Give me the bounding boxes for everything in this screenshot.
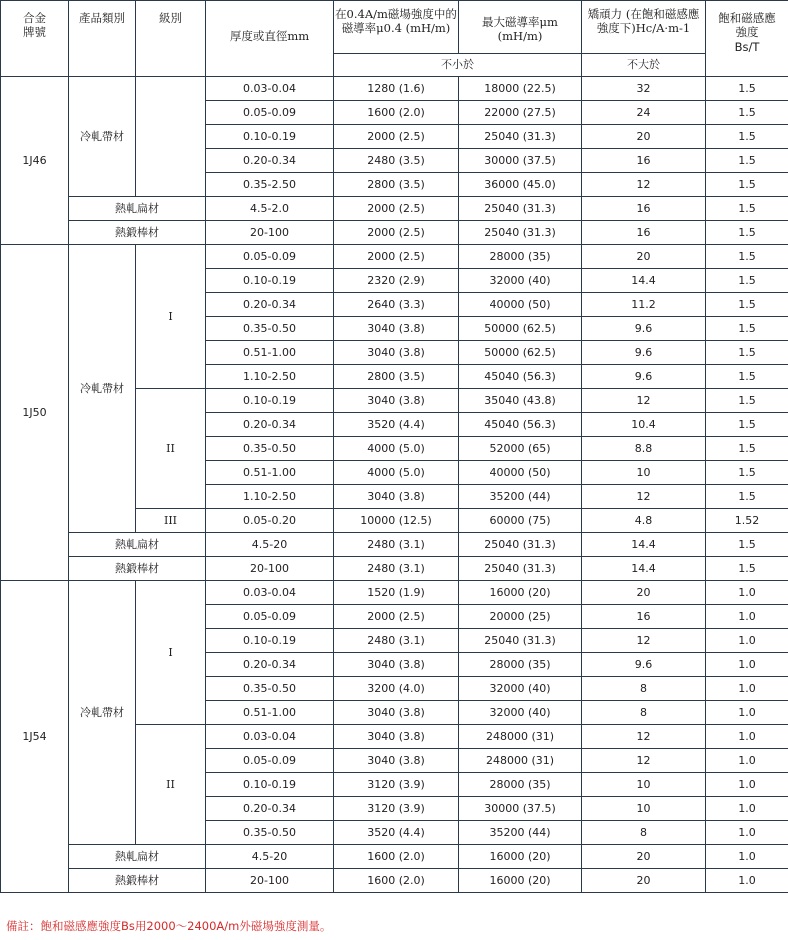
mum-cell: 16000 (20) <box>459 869 582 893</box>
hc-cell: 12 <box>582 629 706 653</box>
thickness-cell: 20-100 <box>206 557 334 581</box>
bs-cell: 1.5 <box>706 197 788 221</box>
bs-cell: 1.5 <box>706 389 788 413</box>
mum-cell: 32000 (40) <box>459 701 582 725</box>
hc-cell: 20 <box>582 125 706 149</box>
hc-cell: 12 <box>582 389 706 413</box>
header-thickness: 厚度或直徑mm <box>206 1 334 77</box>
thickness-cell: 0.51-1.00 <box>206 461 334 485</box>
mu04-cell: 1600 (2.0) <box>334 101 459 125</box>
mu04-cell: 3040 (3.8) <box>334 749 459 773</box>
hc-cell: 24 <box>582 101 706 125</box>
table-row <box>1 557 788 581</box>
mu04-cell: 1600 (2.0) <box>334 845 459 869</box>
bs-cell: 1.5 <box>706 461 788 485</box>
mum-cell: 35200 (44) <box>459 485 582 509</box>
mu04-cell: 3040 (3.8) <box>334 485 459 509</box>
mu04-cell: 2480 (3.1) <box>334 629 459 653</box>
hc-cell: 9.6 <box>582 653 706 677</box>
bs-cell: 1.0 <box>706 869 788 893</box>
mu04-cell: 3040 (3.8) <box>334 701 459 725</box>
mum-cell: 248000 (31) <box>459 725 582 749</box>
thickness-cell: 4.5-20 <box>206 845 334 869</box>
mu04-cell: 2000 (2.5) <box>334 245 459 269</box>
thickness-cell: 0.05-0.09 <box>206 245 334 269</box>
bs-cell: 1.0 <box>706 797 788 821</box>
thickness-cell: 0.35-0.50 <box>206 677 334 701</box>
thickness-cell: 0.10-0.19 <box>206 389 334 413</box>
hc-cell: 20 <box>582 845 706 869</box>
mum-cell: 25040 (31.3) <box>459 557 582 581</box>
mu04-cell: 2480 (3.5) <box>334 149 459 173</box>
mu04-cell: 1600 (2.0) <box>334 869 459 893</box>
hc-cell: 8 <box>582 701 706 725</box>
mum-cell: 16000 (20) <box>459 581 582 605</box>
header-alloy: 合金 牌號 <box>1 1 69 77</box>
bs-cell: 1.5 <box>706 221 788 245</box>
bs-cell: 1.5 <box>706 485 788 509</box>
thickness-cell: 0.10-0.19 <box>206 125 334 149</box>
mum-cell: 22000 (27.5) <box>459 101 582 125</box>
hc-cell: 10 <box>582 773 706 797</box>
bs-cell: 1.5 <box>706 77 788 101</box>
bs-cell: 1.0 <box>706 701 788 725</box>
hc-cell: 9.6 <box>582 317 706 341</box>
hc-cell: 16 <box>582 605 706 629</box>
hc-cell: 14.4 <box>582 533 706 557</box>
category-cell: 熱鍛棒材 <box>69 869 206 893</box>
thickness-cell: 0.51-1.00 <box>206 701 334 725</box>
mu04-cell: 2480 (3.1) <box>334 533 459 557</box>
subheader-not-more: 不大於 <box>582 54 706 77</box>
alloy-cell: 1J54 <box>1 581 69 893</box>
mum-cell: 248000 (31) <box>459 749 582 773</box>
bs-cell: 1.5 <box>706 437 788 461</box>
mu04-cell: 3520 (4.4) <box>334 413 459 437</box>
bs-cell: 1.0 <box>706 845 788 869</box>
thickness-cell: 1.10-2.50 <box>206 365 334 389</box>
mu04-cell: 3040 (3.8) <box>334 389 459 413</box>
bs-cell: 1.0 <box>706 581 788 605</box>
mum-cell: 60000 (75) <box>459 509 582 533</box>
bs-cell: 1.5 <box>706 245 788 269</box>
mum-cell: 35040 (43.8) <box>459 389 582 413</box>
hc-cell: 9.6 <box>582 365 706 389</box>
header-bs: 飽和磁感應 強度 Bs/T <box>706 1 788 77</box>
thickness-cell: 0.03-0.04 <box>206 725 334 749</box>
thickness-cell: 0.20-0.34 <box>206 149 334 173</box>
mu04-cell: 4000 (5.0) <box>334 437 459 461</box>
subheader-not-less: 不小於 <box>334 54 582 77</box>
mum-cell: 32000 (40) <box>459 677 582 701</box>
thickness-cell: 0.05-0.09 <box>206 605 334 629</box>
category-cell: 熱軋扁材 <box>69 845 206 869</box>
table-row <box>1 581 788 605</box>
thickness-cell: 0.03-0.04 <box>206 581 334 605</box>
hc-cell: 9.6 <box>582 341 706 365</box>
thickness-cell: 0.05-0.20 <box>206 509 334 533</box>
thickness-cell: 0.10-0.19 <box>206 773 334 797</box>
bs-cell: 1.5 <box>706 413 788 437</box>
mu04-cell: 3200 (4.0) <box>334 677 459 701</box>
header-mum: 最大磁導率μm (mH/m) <box>459 1 582 54</box>
mu04-cell: 4000 (5.0) <box>334 461 459 485</box>
thickness-cell: 0.20-0.34 <box>206 293 334 317</box>
hc-cell: 20 <box>582 869 706 893</box>
table-row <box>1 197 788 221</box>
bs-cell: 1.0 <box>706 749 788 773</box>
mu04-cell: 2000 (2.5) <box>334 221 459 245</box>
bs-cell: 1.5 <box>706 557 788 581</box>
grade-cell <box>136 77 206 197</box>
thickness-cell: 0.05-0.09 <box>206 101 334 125</box>
bs-cell: 1.5 <box>706 269 788 293</box>
hc-cell: 4.8 <box>582 509 706 533</box>
table-row <box>1 245 788 269</box>
grade-cell: II <box>136 725 206 845</box>
grade-cell: I <box>136 581 206 725</box>
footnote: 備註：飽和磁感應強度Bs用2000～2400A/m外磁場強度測量。 <box>6 919 332 933</box>
mu04-cell: 2800 (3.5) <box>334 173 459 197</box>
table-row <box>1 221 788 245</box>
mu04-cell: 3520 (4.4) <box>334 821 459 845</box>
thickness-cell: 0.35-0.50 <box>206 317 334 341</box>
hc-cell: 12 <box>582 725 706 749</box>
mum-cell: 45040 (56.3) <box>459 413 582 437</box>
mu04-cell: 2000 (2.5) <box>334 125 459 149</box>
mum-cell: 40000 (50) <box>459 461 582 485</box>
mum-cell: 45040 (56.3) <box>459 365 582 389</box>
category-cell: 熱鍛棒材 <box>69 221 206 245</box>
hc-cell: 14.4 <box>582 557 706 581</box>
hc-cell: 10.4 <box>582 413 706 437</box>
bs-cell: 1.52 <box>706 509 788 533</box>
thickness-cell: 0.10-0.19 <box>206 629 334 653</box>
hc-cell: 32 <box>582 77 706 101</box>
hc-cell: 20 <box>582 581 706 605</box>
hc-cell: 10 <box>582 461 706 485</box>
table-body <box>1 77 788 893</box>
grade-cell: II <box>136 389 206 509</box>
hc-cell: 14.4 <box>582 269 706 293</box>
mu04-cell: 10000 (12.5) <box>334 509 459 533</box>
hc-cell: 12 <box>582 749 706 773</box>
bs-cell: 1.0 <box>706 677 788 701</box>
hc-cell: 11.2 <box>582 293 706 317</box>
header-row <box>1 1 788 54</box>
thickness-cell: 0.20-0.34 <box>206 797 334 821</box>
mu04-cell: 3040 (3.8) <box>334 317 459 341</box>
mum-cell: 28000 (35) <box>459 245 582 269</box>
header-grade: 級別 <box>136 1 206 77</box>
hc-cell: 8.8 <box>582 437 706 461</box>
bs-cell: 1.0 <box>706 821 788 845</box>
hc-cell: 20 <box>582 245 706 269</box>
mum-cell: 36000 (45.0) <box>459 173 582 197</box>
mu04-cell: 2640 (3.3) <box>334 293 459 317</box>
hc-cell: 16 <box>582 149 706 173</box>
grade-cell: I <box>136 245 206 389</box>
mum-cell: 20000 (25) <box>459 605 582 629</box>
bs-cell: 1.0 <box>706 653 788 677</box>
mum-cell: 28000 (35) <box>459 773 582 797</box>
bs-cell: 1.5 <box>706 173 788 197</box>
category-cell: 冷軋帶材 <box>69 581 136 845</box>
category-cell: 冷軋帶材 <box>69 245 136 533</box>
mum-cell: 52000 (65) <box>459 437 582 461</box>
mu04-cell: 3040 (3.8) <box>334 341 459 365</box>
grade-cell: III <box>136 509 206 533</box>
thickness-cell: 0.20-0.34 <box>206 413 334 437</box>
mum-cell: 18000 (22.5) <box>459 77 582 101</box>
bs-cell: 1.0 <box>706 605 788 629</box>
hc-cell: 12 <box>582 485 706 509</box>
mum-cell: 50000 (62.5) <box>459 341 582 365</box>
category-cell: 冷軋帶材 <box>69 77 136 197</box>
mu04-cell: 2800 (3.5) <box>334 365 459 389</box>
table-row <box>1 77 788 101</box>
mum-cell: 35200 (44) <box>459 821 582 845</box>
mu04-cell: 3120 (3.9) <box>334 773 459 797</box>
thickness-cell: 0.10-0.19 <box>206 269 334 293</box>
table-row <box>1 533 788 557</box>
mu04-cell: 2320 (2.9) <box>334 269 459 293</box>
mum-cell: 16000 (20) <box>459 845 582 869</box>
thickness-cell: 0.35-2.50 <box>206 173 334 197</box>
thickness-cell: 1.10-2.50 <box>206 485 334 509</box>
mum-cell: 25040 (31.3) <box>459 197 582 221</box>
header-category: 產品類別 <box>69 1 136 77</box>
bs-cell: 1.5 <box>706 341 788 365</box>
hc-cell: 8 <box>582 821 706 845</box>
mu04-cell: 1520 (1.9) <box>334 581 459 605</box>
mu04-cell: 2000 (2.5) <box>334 197 459 221</box>
hc-cell: 12 <box>582 173 706 197</box>
thickness-cell: 0.51-1.00 <box>206 341 334 365</box>
bs-cell: 1.5 <box>706 533 788 557</box>
bs-cell: 1.5 <box>706 365 788 389</box>
bs-cell: 1.5 <box>706 317 788 341</box>
mu04-cell: 3120 (3.9) <box>334 797 459 821</box>
bs-cell: 1.5 <box>706 101 788 125</box>
header-mu04: 在0.4A/m磁場強度中的 磁導率μ0.4 (mH/m) <box>334 1 459 54</box>
table-row <box>1 845 788 869</box>
thickness-cell: 20-100 <box>206 869 334 893</box>
alloy-cell: 1J50 <box>1 245 69 581</box>
thickness-cell: 20-100 <box>206 221 334 245</box>
hc-cell: 8 <box>582 677 706 701</box>
mum-cell: 25040 (31.3) <box>459 125 582 149</box>
mu04-cell: 1280 (1.6) <box>334 77 459 101</box>
mum-cell: 25040 (31.3) <box>459 533 582 557</box>
mum-cell: 28000 (35) <box>459 653 582 677</box>
bs-cell: 1.5 <box>706 125 788 149</box>
mum-cell: 40000 (50) <box>459 293 582 317</box>
thickness-cell: 4.5-2.0 <box>206 197 334 221</box>
hc-cell: 16 <box>582 197 706 221</box>
hc-cell: 10 <box>582 797 706 821</box>
alloy-cell: 1J46 <box>1 77 69 245</box>
bs-cell: 1.5 <box>706 293 788 317</box>
bs-cell: 1.0 <box>706 725 788 749</box>
category-cell: 熱軋扁材 <box>69 533 206 557</box>
thickness-cell: 0.35-0.50 <box>206 437 334 461</box>
category-cell: 熱軋扁材 <box>69 197 206 221</box>
bs-cell: 1.0 <box>706 773 788 797</box>
thickness-cell: 0.05-0.09 <box>206 749 334 773</box>
table-row <box>1 869 788 893</box>
category-cell: 熱鍛棒材 <box>69 557 206 581</box>
thickness-cell: 0.35-0.50 <box>206 821 334 845</box>
mum-cell: 25040 (31.3) <box>459 221 582 245</box>
mu04-cell: 3040 (3.8) <box>334 725 459 749</box>
bs-cell: 1.5 <box>706 149 788 173</box>
mum-cell: 50000 (62.5) <box>459 317 582 341</box>
mu04-cell: 3040 (3.8) <box>334 653 459 677</box>
header-hc: 矯頑力 (在飽和磁感應 強度下)Hc/A·m-1 <box>582 1 706 54</box>
thickness-cell: 0.03-0.04 <box>206 77 334 101</box>
mum-cell: 30000 (37.5) <box>459 797 582 821</box>
mu04-cell: 2480 (3.1) <box>334 557 459 581</box>
thickness-cell: 4.5-20 <box>206 533 334 557</box>
thickness-cell: 0.20-0.34 <box>206 653 334 677</box>
mum-cell: 32000 (40) <box>459 269 582 293</box>
hc-cell: 16 <box>582 221 706 245</box>
mum-cell: 25040 (31.3) <box>459 629 582 653</box>
mu04-cell: 2000 (2.5) <box>334 605 459 629</box>
mum-cell: 30000 (37.5) <box>459 149 582 173</box>
bs-cell: 1.0 <box>706 629 788 653</box>
